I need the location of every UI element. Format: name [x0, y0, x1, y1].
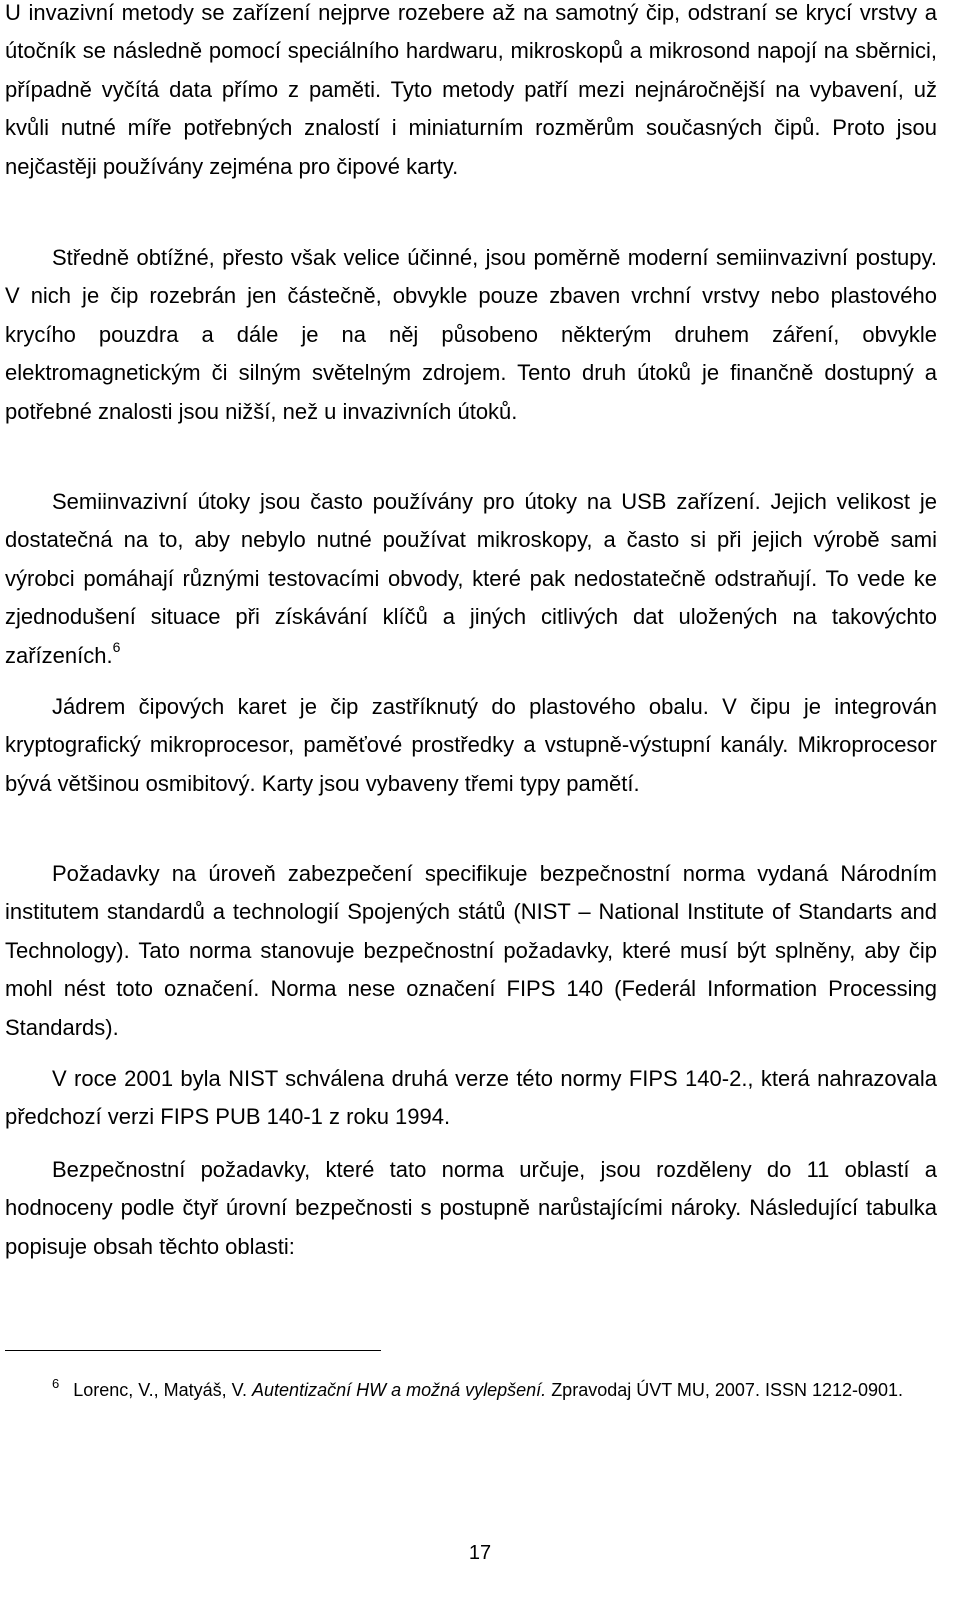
paragraph-usb-attacks	[5, 483, 937, 675]
paragraph-semi-invasive: Středně obtížné, přesto však velice účinné, jsou poměrně moderní semiinvazivní postupy. V nich je čip rozebrán jen částečně, obvykle pouze zbaven vrchní vrstvy nebo plastového krycího pouzdra a dále je na něj působeno některým druhem záření, obvykle elektromagnetickým či silným světelným zdrojem. Tento druh útoků je finančně dostupný a potřebné znalosti jsou nižší, než u invazivních útoků.	[5, 245, 937, 424]
paragraph-fips-140-2: V roce 2001 byla NIST schválena druhá verze této normy FIPS 140-2., která nahrazovala předchozí verzi FIPS PUB 140-1 z roku 1994.	[5, 1066, 937, 1130]
footnote-title: Autentizační HW a možná vylepšení.	[252, 1380, 547, 1400]
paragraph-nist-requirements: Požadavky na úroveň zabezpečení specifikuje bezpečnostní norma vydaná Národním institutem standardů a technologií Spojených států (NIST – National Institute of Standarts and Technology). Tato norma stanovuje bezpečnostní požadavky, které musí být splněny, aby čip mohl nést toto označení. Norma nese označení FIPS 140 (Federál Information Processing Standards).	[5, 861, 937, 1040]
paragraph-usb-attacks-text: Semiinvazivní útoky jsou často používány pro útoky na USB zařízení. Jejich velikost je dostatečná na to, aby nebylo nutné používat mikroskopy, a často si při jejich výrobě sami výrobci pomáhají různými testovacími obvody, které pak nedostatečně odstraňují. To vede ke zjednodušení situace při získávání klíčů a jiných citlivých dat uložených na takovýchto zařízeních.	[5, 489, 937, 668]
footnote-authors: Lorenc, V., Matyáš, V.	[73, 1380, 248, 1400]
footnote-source: Zpravodaj ÚVT MU, 2007. ISSN 1212-0901.	[551, 1380, 904, 1400]
footnote-reference: 6	[112, 638, 121, 655]
paragraph-chip-cards: Jádrem čipových karet je čip zastříknutý do plastového obalu. V čipu je integrován kryptografický mikroprocesor, paměťové prostředky a vstupně-výstupní kanály. Mikroprocesor bývá většinou osmibitový. Karty jsou vybaveny třemi typy pamětí.	[5, 694, 937, 796]
footnote-separator	[5, 1350, 381, 1351]
page-number: 17	[468, 1542, 492, 1564]
paragraph-invasive-methods: U invazivní metody se zařízení nejprve rozebere až na samotný čip, odstraní se krycí vrstvy a útočník se následně pomocí speciálního hardwaru, mikroskopů a mikrosond napojí na sběrnici, případně vyčítá data přímo z paměti. Tyto metody patří mezi nejnáročnější na vybavení, už kvůli nutné míře potřebných znalostí i miniaturním rozměrům současných čipů. Proto jsou nejčastěji používány zejména pro čipové karty.	[5, 0, 937, 179]
footnote-number: 6	[52, 1376, 60, 1391]
paragraph-security-areas: Bezpečnostní požadavky, které tato norma určuje, jsou rozděleny do 11 oblastí a hodnoceny podle čtyř úrovní bezpečnosti s postupně narůstajícími nároky. Následující tabulka popisuje obsah těchto oblasti:	[5, 1157, 937, 1259]
footnote	[5, 1375, 937, 1405]
